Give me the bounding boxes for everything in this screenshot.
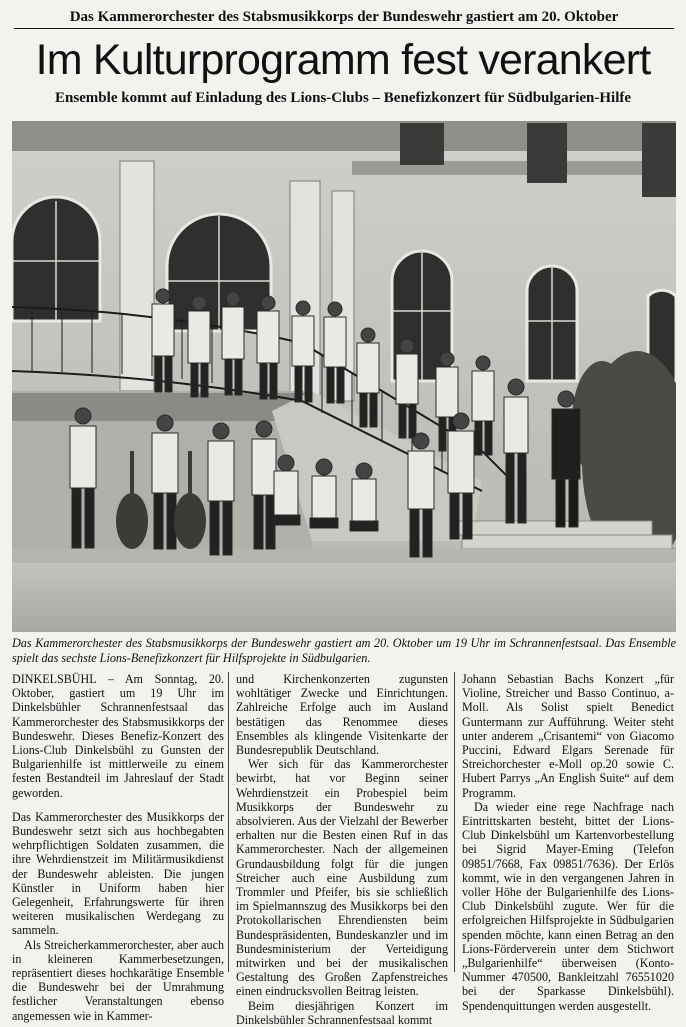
paragraph: Da wieder eine rege Nachfrage nach Eintrittskarten besteht, bittet der Lions-Club Dinkelsbühl um Kartenvorbestellung bei Sigrid Mayer-Eming (Telefon 09851/7668, Fax 09851/7636). Der Erlös kommt, wie in den vergangenen Jahren in voller Höhe der Bulgarienhilfe des Lions-Club Dinkelsbühl zugute. Wer für die erfolgreichen Hilfsprojekte in Südbulgarien spenden möchte, kann einen Betrag an den Lions-Förderverein unter dem Stichwort „Bulgarienhilfe“ überweisen (Konto-Nummer 470500, Bankleitzahl 76551020 bei der Sparkasse Dinkelsbühl). Spendenquittungen werden ausgestellt. xyxy=(462,799,674,1013)
paragraph: und Kirchenkonzerten zugunsten wohltätiger Zwecke und Einrichtungen. Zahlreiche Erfolge auch im Ausland bestätigen das Renommee dieses Ensembles als klingende Visitenkarte der Bundesrepublik Deutschland. xyxy=(236,672,448,758)
paragraph: Als Streicherkammerorchester, aber auch in kleineren Kammerbesetzungen, repräsentiert dieses hochkarätige Ensemble die Bundeswehr bei der Umrahmung festlicher Veranstaltungen ebenso angemessen wie in Kammer- xyxy=(12,937,224,1023)
photo-caption: Das Kammerorchester des Stabsmusikkorps der Bundeswehr gastiert am 20. Oktober um 19 Uhr im Schrannenfestsaal. Das Ensemble spielt das sechste Lions-Benefizkonzert für Hilfsprojekte in Südbulgarien. xyxy=(12,636,676,665)
article-column-1 xyxy=(12,672,224,1023)
paragraph: DINKELSBÜHL – Am Sonntag, 20. Oktober, gastiert um 19 Uhr im Dinkelsbühler Schrannenfestsaal das Kammerorchester des Stabsmusikkorps der Bundeswehr. Dieses Benefiz-Konzert des Lions-Club Dinkelsbühl zu Gunsten der Bulgarienhilfe ist mittlerweile zu einem festen Bestandteil im Jahreslauf der Stadt geworden. xyxy=(12,672,224,800)
headline: Im Kulturprogramm fest verankert xyxy=(35,36,651,84)
article-column-3 xyxy=(462,672,674,1013)
paragraph: Das Kammerorchester des Musikkorps der Bundeswehr setzt sich aus hochbegabten wehrpflichtigen Soldaten zusammen, die ihre Wehrdienstzeit im Militärmusikdienst der Bundeswehr ableisten. Die jungen Künstler in Uniform haben hier Gelegenheit, Erfahrungswerte für ihren weiteren musikalischen Werdegang zu sammeln. xyxy=(12,809,224,938)
column-divider xyxy=(228,672,229,972)
article-column-2 xyxy=(236,672,448,1027)
paragraph: Wer sich für das Kammerorchester bewirbt, hat vor Beginn seiner Wehrdienstzeit ein Probespiel beim Musikkorps der Bundeswehr zu absolvieren. Aus der Vielzahl der Bewerber erhalten nur die Besten einen Ruf in das Kammerorchester. Nach der allgemeinen Grundausbildung folgt für die jungen Streicher auch eine Ausbildung zum Trommler und Pfeifer, bis sie schließlich im Spielmannszug des Musikkorps bei den Protokollarischen Ehrendiensten beim Bundespräsidenten, Bundeskanzler und im Bundesministerium der Verteidigung mitwirken und bei der musikalischen Gestaltung des Großen Zapfenstreiches einen eindrucksvollen Beitrag leisten. xyxy=(236,757,448,999)
orchestra-photo xyxy=(12,121,676,632)
paragraph: Johann Sebastian Bachs Konzert „für Violine, Streicher und Basso Continuo, a-Moll. Als Solist spielt Benedict Guntermann zur Aufführung. Weiter steht unter anderem „Crisantemi“ von Giacomo Puccini, Edward Elgars Serenade für Streichorchester e-Moll op.20 sowie C. Hubert Parrys „An English Suite“ auf dem Programm. xyxy=(462,672,674,800)
kicker-line: Das Kammerorchester des Stabsmusikkorps der Bundeswehr gastiert am 20. Oktober xyxy=(14,8,674,29)
column-divider xyxy=(454,672,455,972)
paragraph: Beim diesjährigen Konzert im Dinkelsbühler Schrannenfestsaal kommt xyxy=(236,998,448,1027)
subheadline: Ensemble kommt auf Einladung des Lions-Clubs – Benefizkonzert für Südbulgarien-Hilfe xyxy=(54,90,632,106)
